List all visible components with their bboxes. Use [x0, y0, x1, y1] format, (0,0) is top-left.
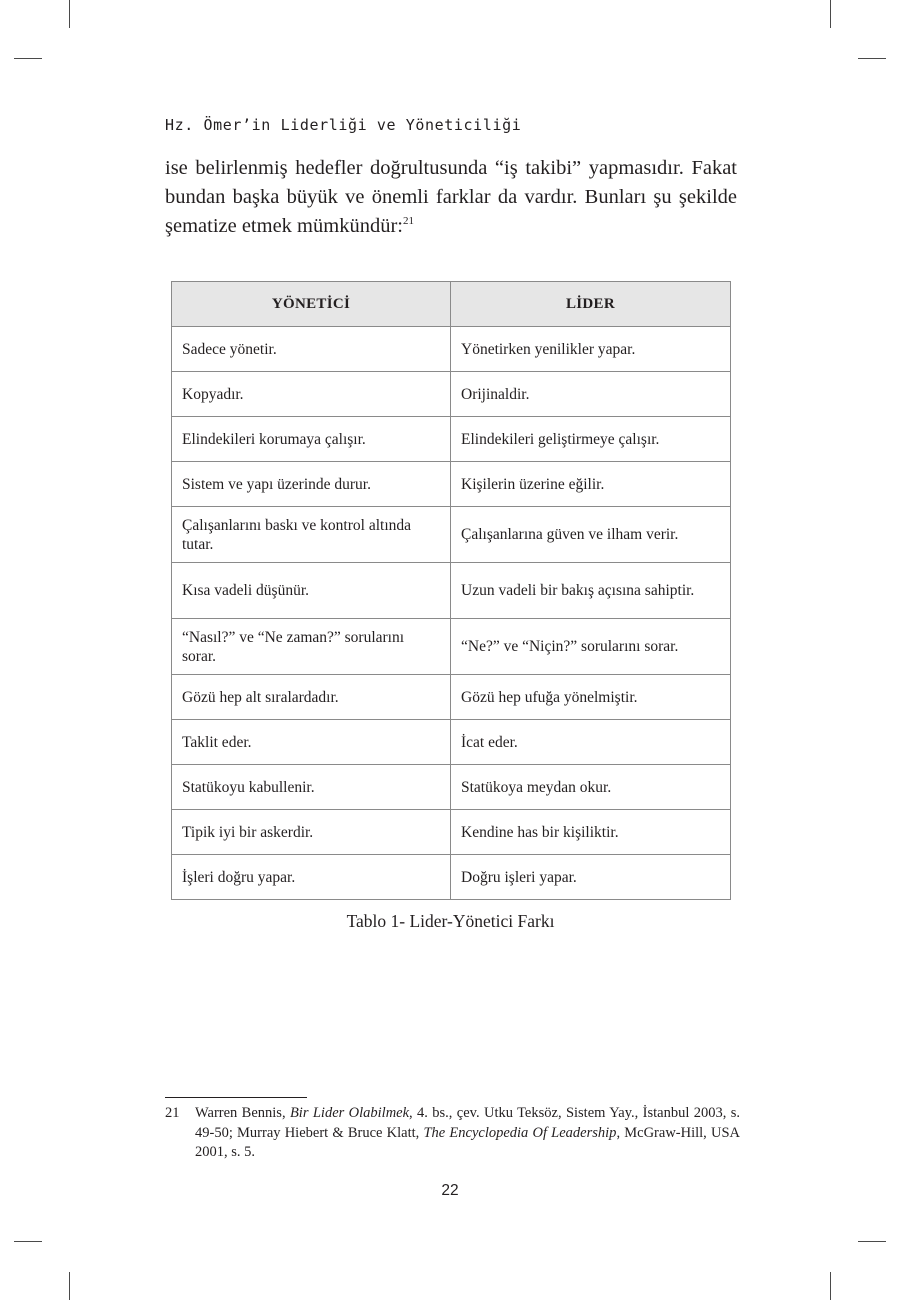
- table-row: [172, 810, 731, 855]
- footnote: [165, 1104, 740, 1163]
- crop-mark: [858, 58, 886, 59]
- leader-cell: Çalışanlarına güven ve ilham verir.: [451, 507, 731, 563]
- column-header-leader: LİDER: [451, 282, 731, 327]
- leader-cell: Gözü hep ufuğa yönelmiştir.: [451, 675, 731, 720]
- crop-mark: [830, 0, 831, 28]
- page-number: 22: [441, 1182, 459, 1199]
- table-row: [172, 619, 731, 675]
- crop-mark: [14, 58, 42, 59]
- comparison-table: [171, 281, 731, 900]
- footnote-text-part: , 4. bs., çev. Utku Teksöz, Sistem Yay., İstanbul 2003, s. 49-50; Murray Hiebert & Bruce Klatt,: [195, 1105, 740, 1141]
- crop-mark: [858, 1241, 886, 1242]
- leader-cell: “Ne?” ve “Niçin?” sorularını sorar.: [451, 619, 731, 675]
- leader-cell: Yönetirken yenilikler yapar.: [451, 327, 731, 372]
- body-line: ise belirlenmiş hedefler doğrultusunda “iş takibi” yapmasıdır. Fakat: [165, 157, 737, 179]
- manager-cell: Tipik iyi bir askerdir.: [172, 810, 451, 855]
- leader-cell: Statükoya meydan okur.: [451, 765, 731, 810]
- footnote-text-part: Warren Bennis,: [195, 1105, 290, 1121]
- leader-cell: Orijinaldir.: [451, 372, 731, 417]
- manager-cell: Elindekileri korumaya çalışır.: [172, 417, 451, 462]
- table-row: [172, 417, 731, 462]
- footnote-text-part: , McGraw-Hill, USA 2001, s. 5.: [195, 1124, 740, 1160]
- footnote-number: 21: [165, 1105, 180, 1121]
- leader-cell: Uzun vadeli bir bakış açısına sahiptir.: [451, 563, 731, 619]
- footnote-separator: [165, 1097, 307, 1098]
- manager-cell: Statükoyu kabullenir.: [172, 765, 451, 810]
- table-row: [172, 855, 731, 900]
- body-line-text: şematize etmek mümkündür:: [165, 215, 403, 237]
- crop-mark: [830, 1272, 831, 1300]
- footnote-book-title: Bir Lider Olabilmek: [289, 1105, 410, 1121]
- footnote-reference[interactable]: 21: [402, 215, 414, 228]
- manager-cell: Sadece yönetir.: [172, 327, 451, 372]
- leader-cell: Doğru işleri yapar.: [451, 855, 731, 900]
- table-row: [172, 765, 731, 810]
- table-row: [172, 462, 731, 507]
- crop-mark: [14, 1241, 42, 1242]
- manager-cell: Kısa vadeli düşünür.: [172, 563, 451, 619]
- table-header-row: [172, 282, 731, 327]
- crop-mark: [69, 0, 70, 28]
- running-head: Hz. Ömer’in Liderliği ve Yöneticiliği: [165, 116, 522, 134]
- body-line: bundan başka büyük ve önemli farklar da vardır. Bunları şu şekilde: [165, 186, 737, 208]
- manager-cell: Sistem ve yapı üzerinde durur.: [172, 462, 451, 507]
- table-row: [172, 675, 731, 720]
- body-paragraph: [165, 154, 737, 241]
- manager-cell: Taklit eder.: [172, 720, 451, 765]
- body-line: [165, 212, 737, 241]
- manager-cell: Kopyadır.: [172, 372, 451, 417]
- footnote-text: [195, 1104, 740, 1163]
- crop-mark: [69, 1272, 70, 1300]
- manager-cell: “Nasıl?” ve “Ne zaman?” sorularını sorar.: [172, 619, 451, 675]
- table-row: [172, 372, 731, 417]
- leader-cell: Kendine has bir kişiliktir.: [451, 810, 731, 855]
- manager-cell: İşleri doğru yapar.: [172, 855, 451, 900]
- table-row: [172, 720, 731, 765]
- leader-cell: İcat eder.: [451, 720, 731, 765]
- manager-cell: Çalışanlarını baskı ve kontrol altında tutar.: [172, 507, 451, 563]
- table-row: [172, 563, 731, 619]
- table-row: [172, 327, 731, 372]
- table-row: [172, 507, 731, 563]
- manager-cell: Gözü hep alt sıralardadır.: [172, 675, 451, 720]
- footnote-book-title: The Encyclopedia Of Leadership: [423, 1124, 617, 1141]
- leader-cell: Kişilerin üzerine eğilir.: [451, 462, 731, 507]
- leader-cell: Elindekileri geliştirmeye çalışır.: [451, 417, 731, 462]
- table-caption: Tablo 1- Lider-Yönetici Farkı: [346, 911, 555, 931]
- column-header-manager: YÖNETİCİ: [172, 282, 451, 327]
